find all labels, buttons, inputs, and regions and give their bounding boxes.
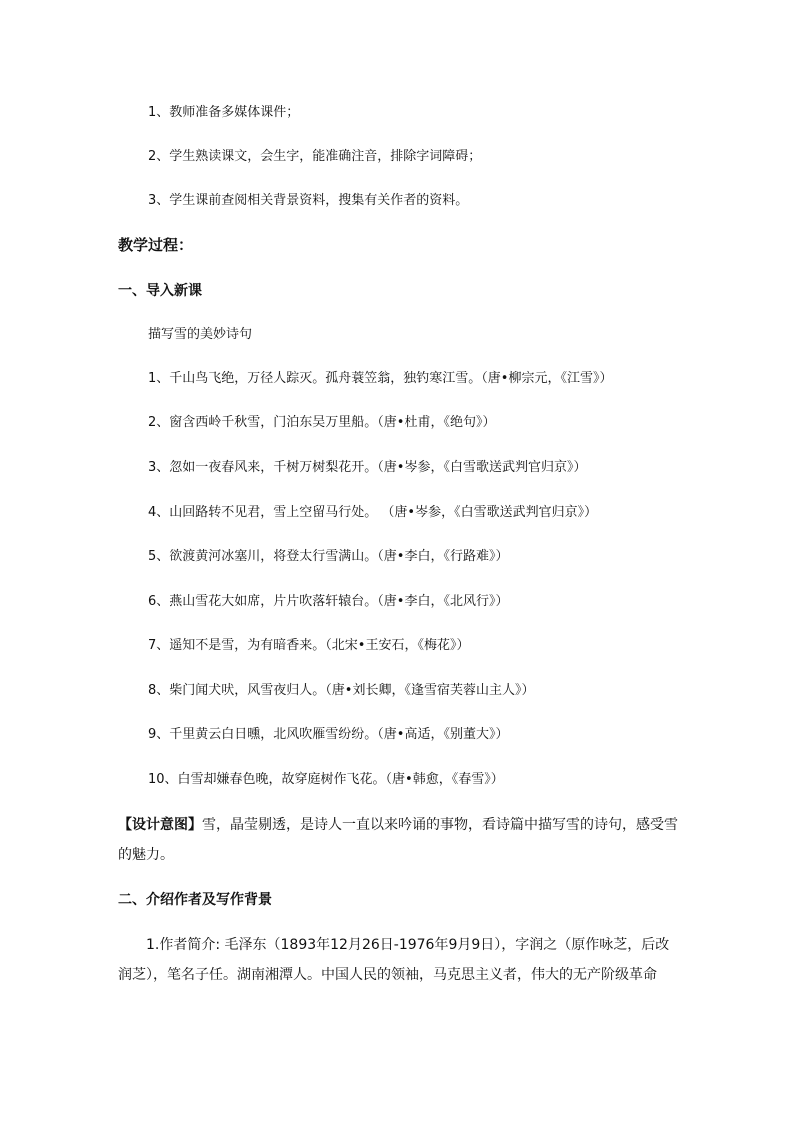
- poem-line-10: 10、白雪却嫌春色晚，故穿庭树作飞花。（唐•韩愈，《春雪》）: [148, 772, 504, 787]
- prep-item-2: 2、学生熟读课文，会生字，能准确注音，排除字词障碍；: [148, 149, 482, 164]
- section1-subtitle: 描写雪的美妙诗句: [148, 327, 253, 342]
- design-intent-label: 【设计意图】: [118, 817, 202, 833]
- poem-line-3: 3、忽如一夜春风来，千树万树梨花开。（唐•岑参，《白雪歌送武判官归京》）: [148, 460, 587, 475]
- poem-line-5: 5、欲渡黄河冰塞川，将登太行雪满山。（唐•李白，《行路难》）: [148, 549, 509, 564]
- design-intent-text: 雪，晶莹剔透，是诗人一直以来吟诵的事物，看诗篇中描写雪的诗句，感受雪的魅力。: [118, 817, 678, 863]
- prep-item-1: 1、教师准备多媒体课件；: [148, 105, 300, 120]
- poem-line-7: 7、遥知不是雪，为有暗香来。（北宋•王安石，《梅花》）: [148, 638, 470, 653]
- section2-title: 二、介绍作者及写作背景: [118, 892, 272, 908]
- poem-line-9: 9、千里黄云白日曛，北风吹雁雪纷纷。（唐•高适，《别董大》）: [148, 727, 509, 742]
- process-heading: 教学过程：: [118, 236, 194, 254]
- prep-item-3: 3、学生课前查阅相关背景资料，搜集有关作者的资料。: [148, 193, 469, 208]
- poem-line-1: 1、千山鸟飞绝，万径人踪灭。孤舟蓑笠翁，独钓寒江雪。（唐•柳宗元，《江雪》）: [148, 371, 613, 386]
- poem-line-2: 2、窗含西岭千秋雪，门泊东吴万里船。（唐•杜甫，《绝句》）: [148, 415, 496, 430]
- design-intent-paragraph: [118, 810, 680, 870]
- author-intro-paragraph: 1.作者简介: 毛泽东（1893年12月26日-1976年9月9日），字润之（原作咏芝，后改润芝），笔名子任。湖南湘潭人。中国人民的领袖，马克思主义者，伟大的无产阶级革命: [118, 937, 670, 983]
- poem-line-8: 8、柴门闻犬吠，风雪夜归人。（唐•刘长卿，《逢雪宿芙蓉山主人》）: [148, 683, 535, 698]
- poem-line-4: 4、山回路转不见君，雪上空留马行处。 （唐•岑参，《白雪歌送武判官归京》）: [148, 505, 598, 520]
- section1-title: 一、导入新课: [118, 283, 202, 299]
- poem-line-6: 6、燕山雪花大如席，片片吹落轩辕台。（唐•李白，《北风行》）: [148, 594, 509, 609]
